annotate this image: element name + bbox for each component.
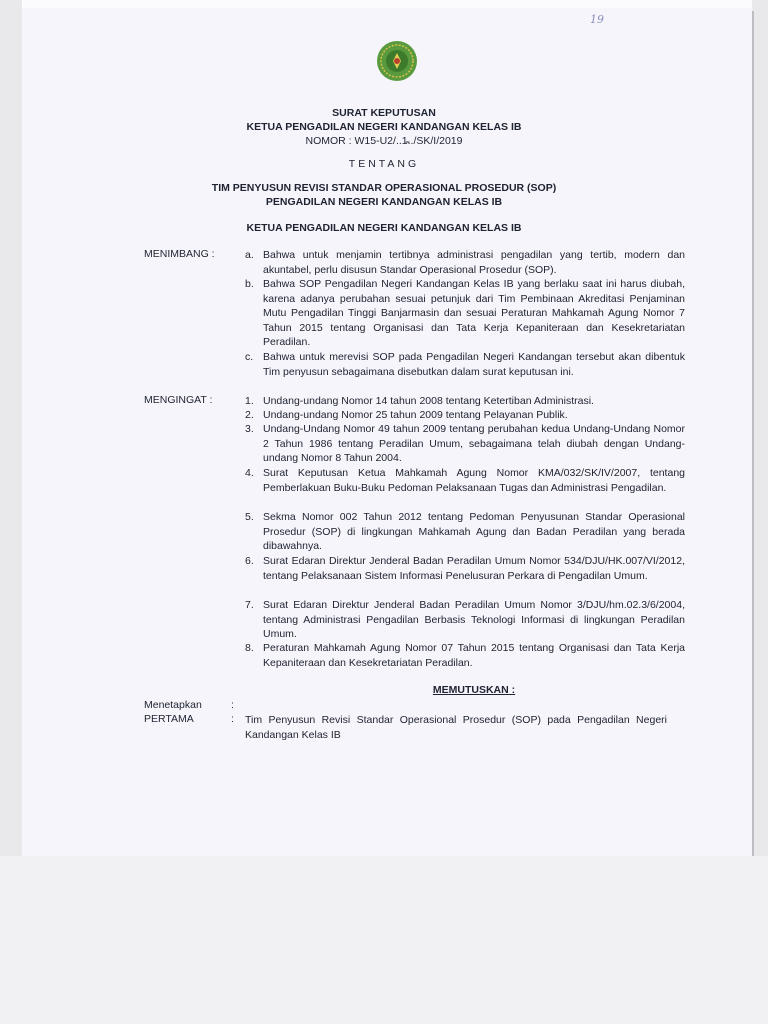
mengingat-item [245, 422, 685, 466]
menimbang-item [245, 350, 685, 379]
menetapkan-colon: : [231, 699, 234, 711]
item-text: Surat Keputusan Ketua Mahkamah Agung Nomor KMA/032/SK/IV/2007, tentang Pemberlakuan Buku-Buku Pedoman Pelaksanaan Tugas dan Administrasi Pengadilan. [263, 467, 685, 494]
item-text: Surat Edaran Direktur Jenderal Badan Peradilan Umum Nomor 534/DJU/HK.007/VI/2012, tentang Pelaksanaan Sistem Informasi Penelusuran Perkara di Pengadilan Umum. [263, 555, 685, 582]
item-text: Sekma Nomor 002 Tahun 2012 tentang Pedoman Penyusunan Standar Operasional Prosedur (SOP) di lingkungan Mahkamah Agung dan Badan Peradilan yang berada dibawahnya. [263, 511, 685, 553]
item-marker: 6. [245, 555, 254, 567]
menimbang-item [245, 248, 685, 277]
item-marker: 3. [245, 423, 254, 435]
mengingat-item [245, 598, 685, 642]
item-marker: c. [245, 351, 254, 363]
item-text: Bahwa SOP Pengadilan Negeri Kandangan Kelas IB yang berlaku saat ini harus diubah, karena adanya perubahan sesuai petunjuk dari Tim Pembinaan Akreditasi Penjaminan Mutu Pengadilan Tinggi Banjarmasin dan sesuai Peraturan Mahkamah Agung Nomor 7 Tahun 2015 tentang Organisasi dan Tata Kerja Kepaniteraan dan Kesekretariatan Peradilan. [263, 278, 685, 349]
item-text: Undang-undang Nomor 25 tahun 2009 tentang Pelayanan Publik. [263, 409, 568, 421]
tentang-heading: TENTANG [348, 158, 420, 170]
item-text: Bahwa untuk merevisi SOP pada Pengadilan Negeri Kandangan tersebut akan dibentuk Tim penyusun sebagaimana disebutkan dalam surat keputusan ini. [263, 351, 685, 378]
page-background [0, 856, 768, 1024]
item-marker: b. [245, 278, 254, 290]
menimbang-item [245, 277, 685, 350]
decree-number: NOMOR : W15-U2/..1̴̴../SK/I/2019 [305, 135, 463, 147]
mengingat-item [245, 510, 685, 554]
menimbang-label: MENIMBANG : [144, 248, 215, 260]
item-text: Surat Edaran Direktur Jenderal Badan Peradilan Umum Nomor 3/DJU/hm.02.3/6/2004, tentang Administrasi Pengadilan Berbasis Teknologi Informasi di lingkungan Peradilan Umum. [263, 599, 685, 641]
pertama-text [227, 713, 667, 742]
item-marker: 5. [245, 511, 254, 523]
item-marker: 4. [245, 467, 254, 479]
document-title: SURAT KEPUTUSAN [332, 107, 436, 119]
subject-line-3: KETUA PENGADILAN NEGERI KANDANGAN KELAS IB [246, 222, 522, 234]
subject-line-1: TIM PENYUSUN REVISI STANDAR OPERASIONAL PROSEDUR (SOP) [211, 182, 557, 194]
item-text: Undang-Undang Nomor 49 tahun 2009 tentang perubahan kedua Undang-Undang Nomor 2 Tahun 1986 tentang Peradilan Umum, sebagaimana telah diubah dengan Undang-undang Nomor 8 Tahun 2004. [263, 423, 685, 465]
mengingat-item [245, 466, 685, 495]
memutuskan-text: MEMUTUSKAN : [432, 684, 516, 696]
item-marker: 8. [245, 642, 254, 654]
pertama-label: PERTAMA [144, 713, 194, 725]
subject-line-2: PENGADILAN NEGERI KANDANGAN KELAS IB [265, 196, 503, 208]
page-corner-mark: 19 [590, 13, 604, 26]
mengingat-item [245, 641, 685, 670]
pertama-body: Tim Penyusun Revisi Standar Operasional Prosedur (SOP) pada Pengadilan Negeri Kandangan Kelas IB [245, 714, 667, 741]
issuer-title: KETUA PENGADILAN NEGERI KANDANGAN KELAS IB [246, 121, 522, 133]
menetapkan-label: Menetapkan [144, 699, 202, 711]
item-marker: a. [245, 249, 254, 261]
item-marker: 2. [245, 409, 254, 421]
item-text: Undang-undang Nomor 14 tahun 2008 tentang Ketertiban Administrasi. [263, 395, 594, 407]
mengingat-item [245, 394, 685, 409]
pertama-colon: : [231, 713, 234, 725]
item-text: Bahwa untuk menjamin tertibnya administrasi pengadilan yang tertib, modern dan akuntabel, perlu disusun Standar Operasional Prosedur (SOP). [263, 249, 685, 276]
court-emblem-logo [376, 30, 418, 92]
memutuskan-heading [0, 684, 768, 696]
item-marker: 1. [245, 395, 254, 407]
mengingat-label: MENGINGAT : [144, 394, 213, 406]
mengingat-item [245, 554, 685, 583]
mengingat-item [245, 408, 685, 423]
item-marker: 7. [245, 599, 254, 611]
item-text: Peraturan Mahkamah Agung Nomor 07 Tahun 2015 tentang Organisasi dan Tata Kerja Kepaniteraan dan Kesekretariatan Peradilan. [263, 642, 685, 669]
